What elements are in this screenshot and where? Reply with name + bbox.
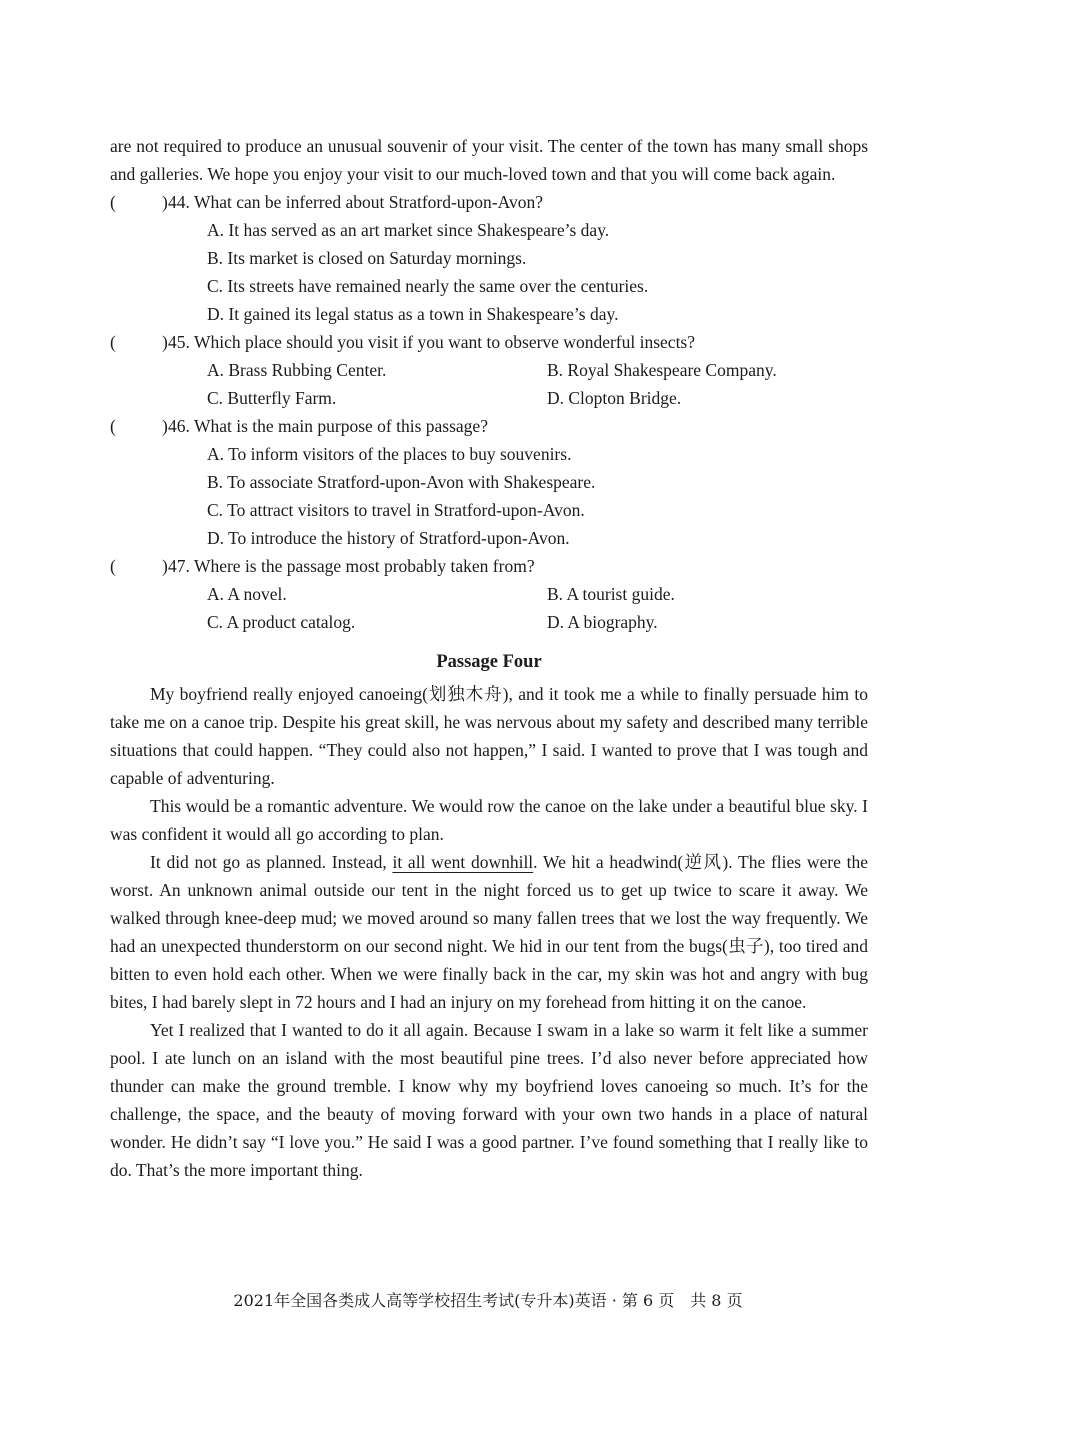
answer-blank-open[interactable]: ( bbox=[110, 332, 116, 352]
option-d: D. A biography. bbox=[547, 612, 658, 632]
paragraph-text: . We hit a headwind(逆风). The flies were the worst. An unknown animal outside our tent in the night forced us to get up twice to scare it away. We walked through knee-deep mud; we moved around so many fallen trees that we lost the way frequently. We had an unexpected thunderstorm on our second night. We hid in our tent from the bugs(虫子), too tired and bitten to even hold each other. When we were finally back in the car, my skin was hot and angry with bug bites, I had barely slept in 72 hours and I had an injury on my forehead from hitting it on the canoe. bbox=[110, 852, 868, 1012]
question-number: 44. bbox=[168, 192, 190, 212]
question-number: 47. bbox=[168, 556, 190, 576]
option-b: B. Its market is closed on Saturday mornings. bbox=[207, 248, 527, 268]
question-text: Which place should you visit if you want to observe wonderful insects? bbox=[193, 332, 696, 352]
passage-paragraph-2: This would be a romantic adventure. We would row the canoe on the lake under a beautiful blue sky. I was confident it would all go according to plan. bbox=[110, 796, 868, 844]
option-b: B. To associate Stratford-upon-Avon with Shakespeare. bbox=[207, 472, 596, 492]
option-row bbox=[110, 244, 868, 272]
option-row bbox=[110, 496, 868, 524]
question-number: 46. bbox=[168, 416, 190, 436]
option-row bbox=[110, 216, 868, 244]
option-row bbox=[110, 272, 868, 300]
option-d: D. It gained its legal status as a town in Shakespeare’s day. bbox=[207, 304, 619, 324]
option-row bbox=[110, 580, 868, 608]
answer-blank-close: ) bbox=[162, 332, 168, 352]
question-text: What can be inferred about Stratford-upon-Avon? bbox=[193, 192, 543, 212]
option-row bbox=[110, 524, 868, 552]
option-row bbox=[110, 468, 868, 496]
option-row bbox=[110, 300, 868, 328]
passage-paragraph-3 bbox=[110, 848, 868, 1016]
passage-paragraph-1: My boyfriend really enjoyed canoeing(划独木舟), and it took me a while to finally persuade him to take me on a canoe trip. Despite his great skill, he was nervous about my safety and described many terrible situations that could happen. “They could also not happen,” I said. I wanted to prove that I was tough and capable of adventuring. bbox=[110, 684, 868, 788]
question-number: 45. bbox=[168, 332, 190, 352]
question-text: What is the main purpose of this passage? bbox=[193, 416, 488, 436]
answer-blank-open[interactable]: ( bbox=[110, 192, 116, 212]
option-row bbox=[110, 384, 868, 412]
option-row bbox=[110, 356, 868, 384]
option-b: B. A tourist guide. bbox=[547, 584, 675, 604]
answer-blank-open[interactable]: ( bbox=[110, 556, 116, 576]
option-a: A. To inform visitors of the places to buy souvenirs. bbox=[207, 444, 572, 464]
option-a: A. It has served as an art market since Shakespeare’s day. bbox=[207, 220, 610, 240]
answer-blank-open[interactable]: ( bbox=[110, 416, 116, 436]
passage-three-ending: are not required to produce an unusual souvenir of your visit. The center of the town has many small shops and galleries. We hope you enjoy your visit to our much-loved town and that you will come back again. bbox=[110, 136, 868, 184]
option-row bbox=[110, 608, 868, 636]
option-a: A. Brass Rubbing Center. bbox=[207, 360, 387, 380]
paragraph-text: It did not go as planned. Instead, bbox=[150, 852, 393, 872]
underlined-phrase: it all went downhill bbox=[392, 852, 534, 872]
answer-blank-close: ) bbox=[162, 416, 168, 436]
option-row bbox=[110, 440, 868, 468]
answer-blank-close: ) bbox=[162, 192, 168, 212]
option-b: B. Royal Shakespeare Company. bbox=[547, 360, 777, 380]
question-47 bbox=[110, 552, 868, 580]
option-c: C. Butterfly Farm. bbox=[207, 388, 337, 408]
question-44 bbox=[110, 188, 868, 216]
page-footer: 2021年全国各类成人高等学校招生考试(专升本)英语 · 第 6 页 共 8 页 bbox=[233, 1291, 743, 1310]
answer-blank-close: ) bbox=[162, 556, 168, 576]
option-c: C. A product catalog. bbox=[207, 612, 356, 632]
question-text: Where is the passage most probably taken from? bbox=[193, 556, 535, 576]
option-c: C. Its streets have remained nearly the same over the centuries. bbox=[207, 276, 649, 296]
option-d: D. Clopton Bridge. bbox=[547, 388, 682, 408]
option-d: D. To introduce the history of Stratford-upon-Avon. bbox=[207, 528, 570, 548]
option-c: C. To attract visitors to travel in Stratford-upon-Avon. bbox=[207, 500, 585, 520]
question-46 bbox=[110, 412, 868, 440]
option-a: A. A novel. bbox=[207, 584, 287, 604]
passage-paragraph-4: Yet I realized that I wanted to do it all again. Because I swam in a lake so warm it felt like a summer pool. I ate lunch on an island with the most beautiful pine trees. I’d also never before appreciated how thunder can make the ground tremble. I know why my boyfriend loves canoeing so much. It’s for the challenge, the space, and the beauty of moving forward with your own two hands in a place of natural wonder. He didn’t say “I love you.” He said I was a good partner. I’ve found something that I really like to do. That’s the more important thing. bbox=[110, 1020, 868, 1180]
passage-title: Passage Four bbox=[436, 652, 542, 672]
exam-page bbox=[110, 132, 868, 1184]
question-45 bbox=[110, 328, 868, 356]
